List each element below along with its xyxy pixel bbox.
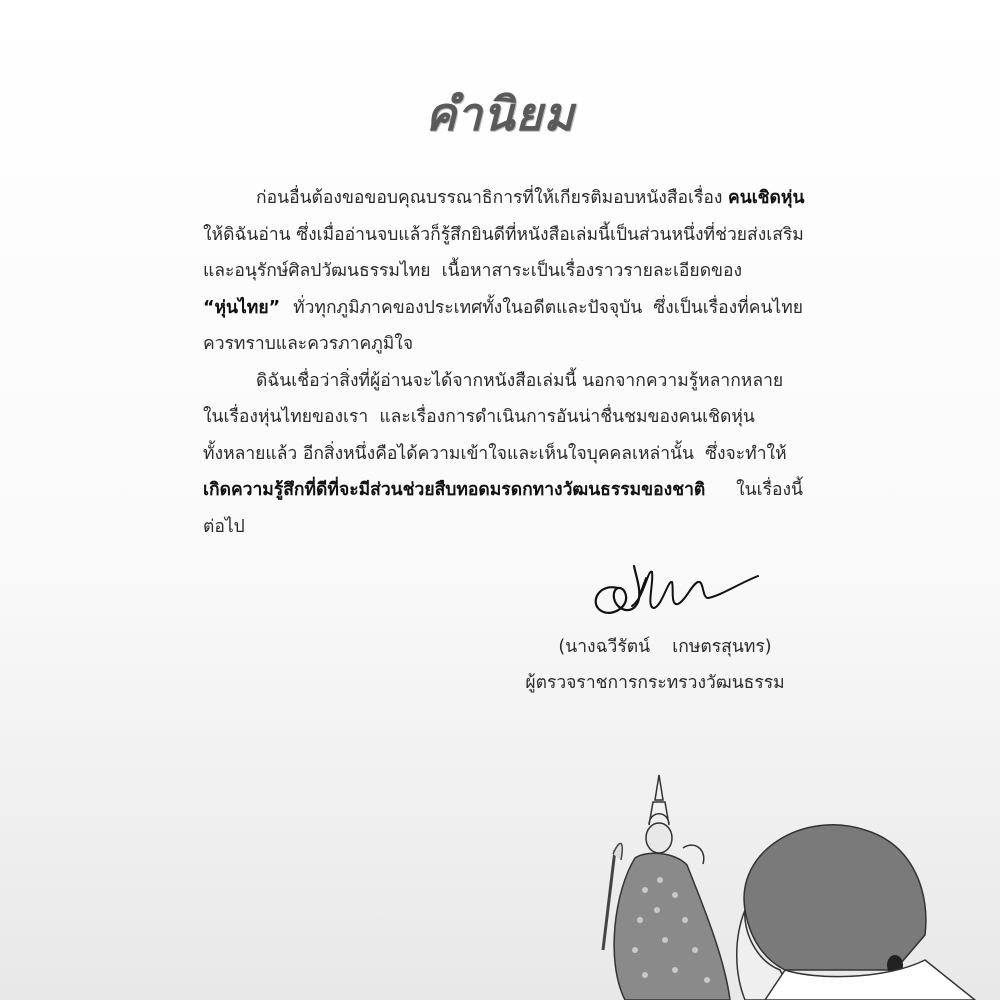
handwritten-signature <box>588 558 763 628</box>
puppet-sword <box>603 850 615 950</box>
body-text <box>203 180 803 545</box>
text-run: ดิฉันเชื่อว่าสิ่งที่ผู้อ่านจะได้จากหนังสือเล่มนี้ นอกจากความรู้หลากหลาย <box>256 370 784 391</box>
text-run: ในเรื่องหุ่นไทยของเรา และเรื่องการดำเนินการอันน่าชื่นชมของคนเชิดหุ่น <box>203 407 755 427</box>
text-run: ให้ดิฉันอ่าน ซึ่งเมื่ออ่านจบแล้วก็รู้สึกยินดีที่หนังสือเล่มนี้เป็นส่วนหนึ่งที่ช่วยส่งเสริม <box>203 224 804 245</box>
paragraph-1-line-1 <box>203 180 803 217</box>
page-title: คำนิยม <box>425 87 575 141</box>
paragraph-2-line-4 <box>203 472 803 509</box>
paragraph-2-line-2 <box>203 399 803 436</box>
paragraph-1-line-5 <box>203 326 803 363</box>
paragraph-1-line-2 <box>203 217 803 254</box>
text-run: และอนุรักษ์ศิลปวัฒนธรรมไทย เนื้อหาสาระเป็นเรื่องราวรายละเอียดของ <box>203 261 743 281</box>
signatory-position: ผู้ตรวจราชการกระทรวงวัฒนธรรม <box>525 673 785 693</box>
paragraph-2-line-1 <box>203 363 803 400</box>
text-run: ควรทราบและควรภาคภูมิใจ <box>203 334 414 354</box>
heritage-bold: เกิดความรู้สึกที่ดีที่จะมีส่วนช่วยสืบทอดมรดกทางวัฒนธรรมของชาติ <box>203 480 706 500</box>
paragraph-2-line-3 <box>203 436 803 473</box>
puppet-head <box>646 823 672 853</box>
text-run: ในเรื่องนี้ <box>730 480 803 500</box>
puppet-crown <box>649 775 669 825</box>
puppeteer-illustration <box>595 770 1000 1000</box>
thai-puppet-bold: “หุ่นไทย” <box>203 297 281 318</box>
text-run: ทั้งหลายแล้ว อีกสิ่งหนึ่งคือได้ความเข้าใจและเห็นใจบุคคลเหล่านั้น ซึ่งจะทำให้ <box>203 443 787 464</box>
child-hair <box>744 825 926 970</box>
paragraph-1-line-3 <box>203 253 803 290</box>
text-run: ต่อไป <box>203 516 245 537</box>
text-run: ก่อนอื่นต้องขอขอบคุณบรรณาธิการที่ให้เกียรติมอบหนังสือเรื่อง <box>256 188 729 208</box>
text-run: ทั่วทุกภูมิภาคของประเทศทั้งในอดีตและปัจจุบัน ซึ่งเป็นเรื่องที่คนไทย <box>287 297 803 318</box>
paragraph-2-line-5 <box>203 509 803 546</box>
puppet-robe <box>614 853 730 1000</box>
paragraph-1-line-4 <box>203 290 803 327</box>
signatory-name: (นางฉวีรัตน์ เกษตรสุนทร) <box>558 637 772 657</box>
book-title-bold: คนเชิดหุ่น <box>728 188 805 208</box>
